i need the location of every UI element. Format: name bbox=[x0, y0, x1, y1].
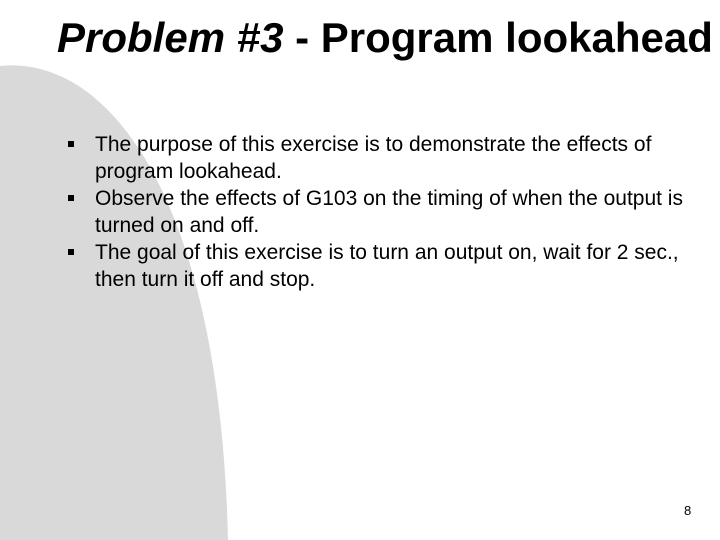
page-number: 8 bbox=[684, 503, 692, 518]
square-bullet-icon bbox=[68, 249, 74, 255]
square-bullet-icon bbox=[68, 141, 74, 147]
bullet-item bbox=[68, 239, 698, 293]
slide-title-italic: Problem #3 bbox=[57, 14, 284, 61]
slide-title-rest: - Program lookahead bbox=[283, 14, 713, 61]
bullet-list bbox=[68, 131, 698, 293]
bullet-item bbox=[68, 185, 698, 239]
slide-title bbox=[57, 14, 713, 61]
bullet-text: Observe the effects of G103 on the timing of when the output is turned on and off. bbox=[95, 187, 683, 237]
bullet-text: The purpose of this exercise is to demonstrate the effects of program lookahead. bbox=[95, 133, 652, 183]
bullet-text: The goal of this exercise is to turn an output on, wait for 2 sec., then turn it off and stop. bbox=[95, 241, 679, 291]
bullet-item bbox=[68, 131, 698, 185]
square-bullet-icon bbox=[68, 195, 74, 201]
